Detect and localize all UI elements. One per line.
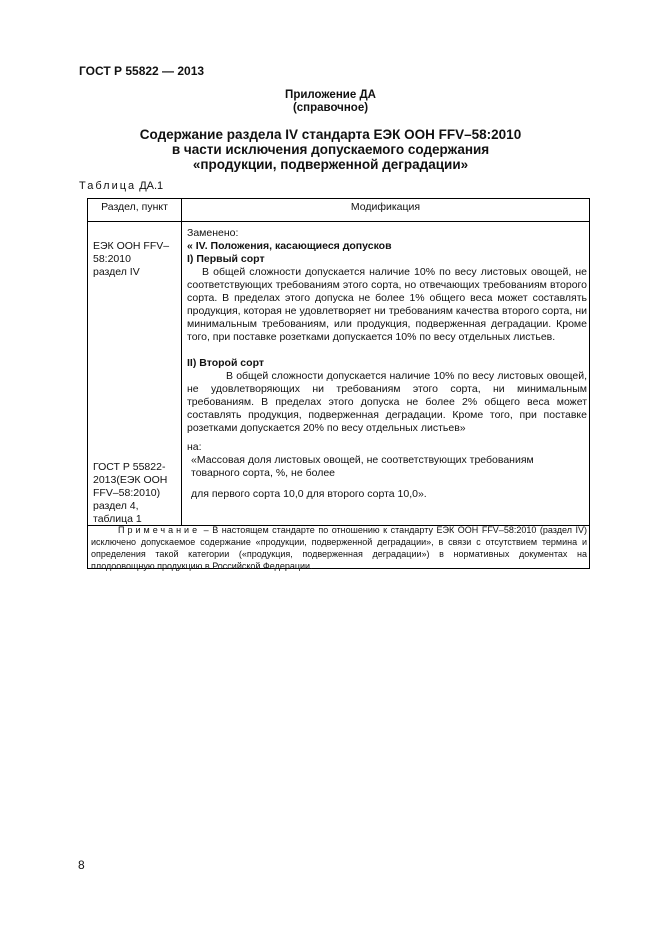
row1-section-line: раздел IV bbox=[93, 266, 140, 278]
modification-table bbox=[87, 198, 590, 569]
row2-section-line: 2013(ЕЭК ООН bbox=[93, 474, 168, 486]
row1-section-line: 58:2010 bbox=[93, 253, 131, 265]
main-title-line-2: в части исключения допускаемого содержания bbox=[171, 142, 490, 157]
row2-section-line: FFV–58:2010) bbox=[93, 487, 161, 499]
note-text: – В настоящем стандарте по отношению к стандарту ЕЭК ООН FFV–58:2010 (раздел IV) исключено допускаемое содержание «продукции, подверженной деградации», в связи с отсутствием термина и определения такой категории («продукция, подверженная деградации») в нормативных документах на плодоовощную продукцию в Российской Федерации. bbox=[91, 525, 587, 571]
row1-section-cell bbox=[93, 240, 179, 279]
page-number: 8 bbox=[78, 858, 85, 872]
main-title-line-3: «продукции, подверженной деградации» bbox=[192, 157, 469, 172]
column-divider bbox=[181, 199, 182, 526]
document-header: ГОСТ Р 55822 — 2013 bbox=[79, 64, 205, 78]
header-section: Раздел, пункт bbox=[101, 201, 168, 213]
row2-section-line: ГОСТ Р 55822- bbox=[93, 461, 166, 473]
class2-heading: II) Второй сорт bbox=[187, 357, 264, 369]
appendix-subtitle: (справочное) bbox=[292, 102, 369, 114]
table-label-word: Таблица bbox=[79, 180, 137, 192]
header-divider bbox=[88, 221, 589, 222]
table-label-number: ДА.1 bbox=[139, 180, 164, 192]
header-modification: Модификация bbox=[350, 201, 421, 213]
row2-section-line: раздел 4, bbox=[93, 500, 139, 512]
new-text: «Массовая доля листовых овощей, не соответствующих требованиям товарного сорта, %, не более bbox=[191, 454, 534, 479]
table-label bbox=[79, 180, 163, 192]
replaced-label: Заменено: bbox=[187, 227, 239, 239]
on-label: на: bbox=[187, 441, 202, 453]
row1-section-line: ЕЭК ООН FFV– bbox=[93, 240, 170, 252]
class1-heading: I) Первый сорт bbox=[187, 253, 265, 265]
main-title bbox=[0, 127, 661, 172]
row2-section-cell bbox=[93, 461, 179, 526]
class1-text: В общей сложности допускается наличие 10% по весу листовых овощей, не соответствующих требованиям этого сорта, но отвечающих требованиям второго сорта. В пределах этого допуска не более 1% общего веса может составлять продукция, которая не удовлетворяет ни требованиям качества второго сорта, ни минимальным требованиям, или продукция, подверженная деградации. Кроме того, при поставке розетками допускается 10% по весу отдельных листьев. bbox=[187, 266, 587, 343]
note-label: Примечание bbox=[118, 525, 201, 535]
main-title-line-1: Содержание раздела IV стандарта ЕЭК ООН FFV–58:2010 bbox=[139, 127, 522, 142]
appendix-title: Приложение ДА bbox=[285, 89, 376, 101]
appendix-heading bbox=[0, 89, 661, 115]
table-note bbox=[91, 524, 587, 572]
class2-text: В общей сложности допускается наличие 10% по весу листовых овощей, не удовлетворяющих ни требованиям этого сорта, ни минимальным требованиям. В пределах этого допуска не более 2% общего веса может составлять продукция, подверженная деградации. Кроме того, при поставке розетками допускается 20% по весу отдельных листьев» bbox=[187, 370, 587, 434]
section-heading: « IV. Положения, касающиеся допусков bbox=[187, 240, 392, 252]
new-values: для первого сорта 10,0 для второго сорта 10,0». bbox=[191, 488, 427, 500]
row2-section-line: таблица 1 bbox=[93, 513, 142, 525]
